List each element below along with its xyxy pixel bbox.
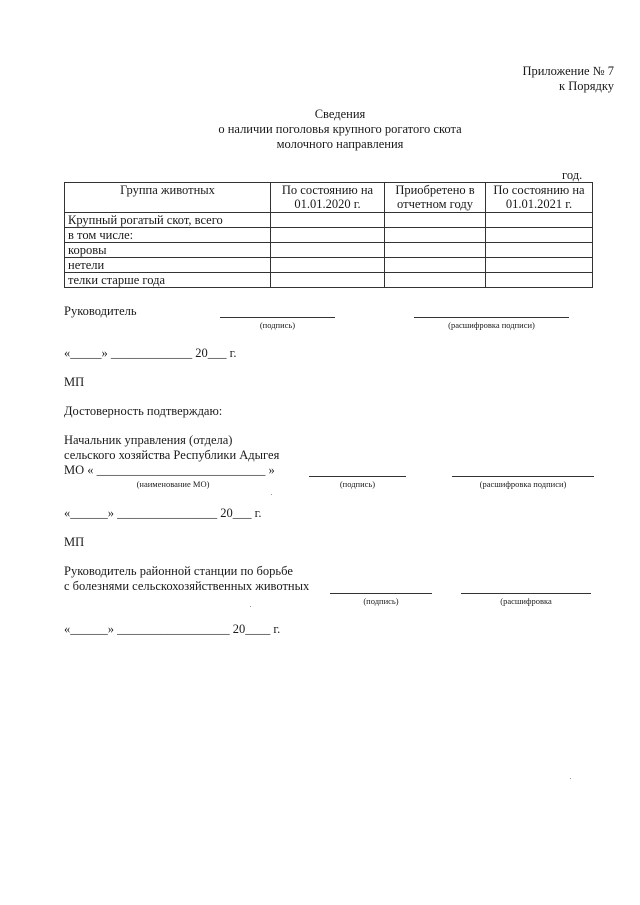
department-stamp: МП	[64, 535, 85, 549]
table-cell[interactable]	[486, 273, 593, 288]
department-decode-caption: (расшифровка подписи)	[479, 479, 567, 489]
department-line-2: сельского хозяйства Республики Адыгея	[64, 448, 280, 462]
table-cell[interactable]	[271, 243, 385, 258]
department-date-line: «______» ________________ 20___ г.	[64, 506, 262, 520]
head-decode-line[interactable]	[414, 317, 569, 318]
head-stamp: МП	[64, 375, 85, 389]
table-row	[65, 243, 593, 258]
title-line-3: молочного направления	[276, 137, 404, 151]
head-signature-caption: (подпись)	[259, 320, 296, 330]
table-cell[interactable]	[385, 273, 486, 288]
table-header-row	[65, 183, 593, 213]
table-cell[interactable]	[486, 228, 593, 243]
vet-line-1: Руководитель районной станции по борьбе	[64, 564, 293, 578]
scan-speck	[250, 606, 251, 607]
vet-decode-caption: (расшифровка	[500, 596, 552, 606]
scan-speck	[271, 494, 272, 495]
department-line-1: Начальник управления (отдела)	[64, 433, 233, 447]
row-label: коровы	[65, 243, 271, 258]
table-row	[65, 213, 593, 228]
vet-date-line: «______» __________________ 20____ г.	[64, 622, 281, 636]
table-cell[interactable]	[385, 213, 486, 228]
head-decode-caption: (расшифровка подписи)	[448, 320, 535, 330]
table-cell[interactable]	[385, 258, 486, 273]
department-mo-line: МО « ___________________________ »	[64, 463, 275, 477]
header-group: Группа животных	[65, 183, 271, 213]
year-label: год.	[562, 168, 583, 182]
table-cell[interactable]	[486, 243, 593, 258]
scan-speck	[570, 778, 571, 779]
department-signature-line[interactable]	[309, 476, 406, 477]
table-cell[interactable]	[271, 228, 385, 243]
livestock-table	[64, 182, 593, 288]
header-2020: По состоянию на 01.01.2020 г.	[271, 183, 385, 213]
table-cell[interactable]	[271, 258, 385, 273]
appendix-line-2: к Порядку	[559, 79, 614, 93]
vet-line-2: с болезнями сельскохозяйственных животных	[64, 579, 310, 593]
table-row	[65, 258, 593, 273]
row-label: нетели	[65, 258, 271, 273]
table-cell[interactable]	[486, 213, 593, 228]
table-cell[interactable]	[271, 213, 385, 228]
title-line-2: о наличии поголовья крупного рогатого скота	[218, 122, 462, 136]
table-row	[65, 228, 593, 243]
vet-decode-line[interactable]	[461, 593, 591, 594]
table-cell[interactable]	[271, 273, 385, 288]
vet-signature-line[interactable]	[330, 593, 432, 594]
confirm-label: Достоверность подтверждаю:	[64, 404, 223, 418]
department-mo-caption: (наименование МО)	[136, 479, 210, 489]
head-label: Руководитель	[64, 304, 137, 318]
table-row	[65, 273, 593, 288]
row-label: Крупный рогатый скот, всего	[65, 213, 271, 228]
header-acquired: Приобретено в отчетном году	[385, 183, 486, 213]
table-cell[interactable]	[385, 243, 486, 258]
head-date-line: «_____» _____________ 20___ г.	[64, 346, 237, 360]
vet-signature-caption: (подпись)	[363, 596, 399, 606]
row-label: телки старше года	[65, 273, 271, 288]
document-title	[0, 107, 640, 152]
head-signature-line[interactable]	[220, 317, 335, 318]
row-label: в том числе:	[65, 228, 271, 243]
department-decode-line[interactable]	[452, 476, 594, 477]
appendix-line-1: Приложение № 7	[522, 64, 614, 78]
table-cell[interactable]	[385, 228, 486, 243]
table-cell[interactable]	[486, 258, 593, 273]
appendix-note	[522, 64, 614, 94]
title-line-1: Сведения	[314, 107, 366, 121]
department-signature-caption: (подпись)	[339, 479, 376, 489]
header-2021: По состоянию на 01.01.2021 г.	[486, 183, 593, 213]
